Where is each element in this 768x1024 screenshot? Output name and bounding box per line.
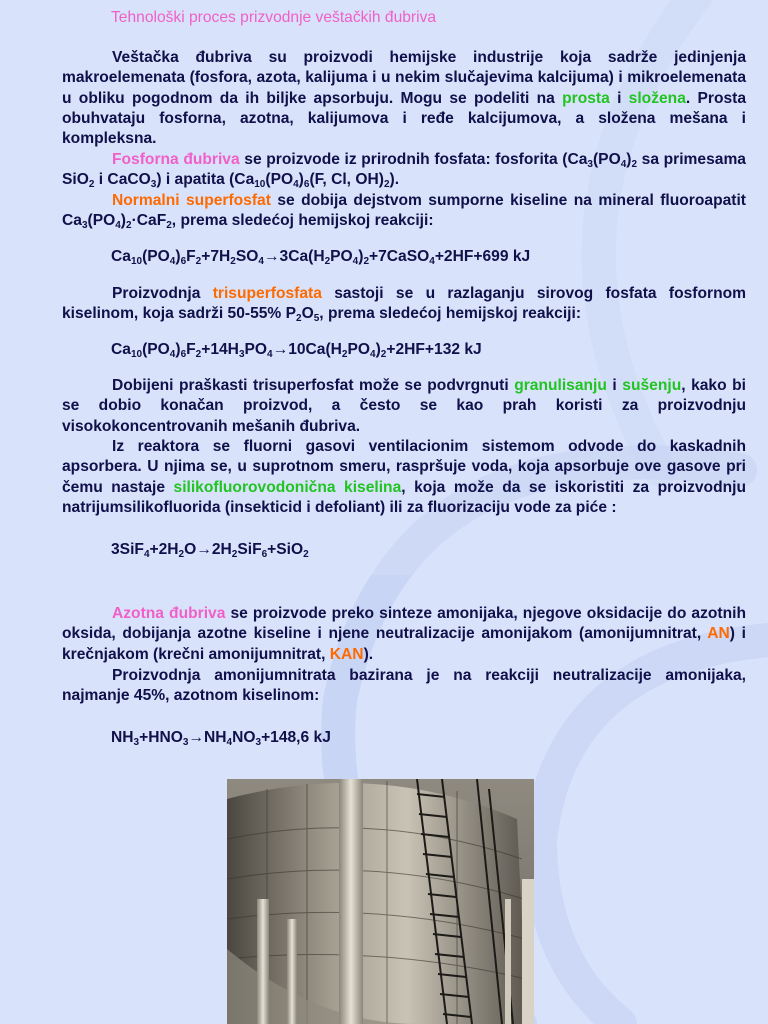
page-title: Tehnološki proces prizvodnje veštačkih đubriva [111, 9, 437, 26]
text: (PO [265, 171, 294, 189]
term-susenju: sušenju [622, 377, 682, 394]
text: 3SiF [111, 541, 144, 558]
subscript: 6 [261, 549, 268, 560]
term-granulisanju: granulisanju [514, 377, 607, 394]
subscript: 3 [238, 349, 245, 360]
subscript: 10 [130, 256, 143, 267]
text: NH [111, 729, 134, 746]
term-fosforna-dubriva: Fosforna đubriva [112, 151, 240, 168]
arrow-icon: → [263, 248, 280, 265]
text: O [301, 305, 314, 323]
subscript: 6 [180, 349, 187, 360]
arrow-icon: → [188, 729, 205, 746]
subscript: 2 [324, 256, 331, 267]
text: ). [389, 171, 400, 189]
text: 2H [211, 541, 232, 558]
subscript: 2 [88, 179, 95, 191]
text: ) [626, 151, 632, 168]
paragraph-fosforna [62, 150, 746, 191]
text: ) [298, 171, 304, 189]
subscript: 4 [267, 349, 273, 360]
text: ) [175, 248, 181, 265]
subscript: 3 [255, 737, 262, 748]
text: 10Ca(H [288, 341, 342, 358]
paragraph-amonijumnitrat: Proizvodnja amonijumnitrata bazirana je na reakciji neutralizacije amonijaka, najmanje 45%, azotnom kiselinom: [62, 667, 746, 705]
text: se proizvode preko sinteze amonijaka, njegove oksidacije do azotnih oksida, dobijanja azotne kiseline i njene neutralizacije amonijakom (amonijumnitrat, [62, 605, 746, 643]
subscript: 4 [370, 349, 376, 360]
subscript: 2 [341, 349, 348, 360]
subscript: 4 [169, 349, 176, 360]
paragraph-intro [62, 48, 746, 149]
subscript: 2 [126, 220, 132, 232]
text: SiF [237, 541, 262, 558]
text: +148,6 kJ [261, 729, 331, 746]
paragraph-normalni-superfosfat [62, 191, 746, 232]
text: Proizvodnja [112, 285, 213, 302]
term-kan: KAN [329, 645, 364, 663]
text: , koja može da se iskoristiti za proizvodnju natrijumsilikofluorida (insekticid i defoliant) ili za fluorizaciju vode za piće : [62, 478, 746, 516]
equation-1 [111, 247, 768, 267]
text: sastoji se u razlaganju sirovog fosfata fosfornom kiselinom, koja sadrži 50-55% P [62, 285, 746, 323]
paragraph-reaktor [62, 437, 746, 518]
subscript: 2 [363, 256, 369, 267]
subscript: 3 [133, 737, 140, 748]
paragraph-azotna [62, 604, 746, 665]
text: ). [363, 645, 374, 663]
text: Ca [111, 341, 131, 358]
arrow-icon: → [272, 341, 289, 358]
text: +7CaSO [369, 248, 430, 265]
text: (PO [592, 151, 621, 168]
term-normalni-superfosfat: Normalni superfosfat [112, 192, 271, 209]
subscript: 2 [231, 549, 238, 560]
term-prosta: prosta [562, 89, 610, 107]
text: +2H [149, 541, 179, 558]
industrial-plant-photo [227, 779, 534, 1024]
text: sa primesama SiO [62, 151, 746, 189]
text: (F, Cl, OH) [309, 171, 384, 189]
subscript: 4 [429, 256, 435, 267]
subscript: 2 [166, 220, 172, 232]
arrow-icon: → [196, 541, 212, 558]
subscript: 5 [313, 313, 320, 325]
term-an: AN [707, 625, 730, 643]
term-azotna-dubriva: Azotna đubriva [112, 605, 226, 622]
subscript: 4 [352, 256, 359, 267]
text: +7H [201, 248, 231, 265]
equation-2 [111, 340, 768, 360]
subscript: 10 [254, 179, 266, 191]
text: se dobija dejstvom sumporne kiseline na mineral fluoroapatit Ca [62, 192, 746, 230]
subscript: 3 [587, 159, 593, 170]
text: +2HF+132 kJ [386, 341, 482, 358]
text: +14H [201, 341, 239, 358]
subscript: 2 [195, 256, 202, 267]
text: ) [175, 341, 181, 358]
subscript: 3 [182, 737, 189, 748]
text: +2HF+699 kJ [434, 248, 531, 265]
subscript: 10 [130, 349, 143, 360]
text: +SiO [267, 541, 304, 558]
text: Ca [111, 248, 131, 265]
text: PO [347, 341, 371, 358]
text: ) i krečnjakom (krečni amonijumnitrat, [62, 625, 746, 663]
subscript: 2 [195, 349, 202, 360]
subscript: 3 [150, 179, 157, 191]
subscript: 4 [258, 256, 264, 267]
term-trisuperfosfata: trisuperfosfata [212, 285, 322, 302]
subscript: 6 [180, 256, 187, 267]
subscript: 4 [293, 179, 299, 191]
subscript: 2 [631, 159, 638, 170]
subscript: 3 [81, 220, 88, 232]
text: NH [204, 729, 227, 746]
text: 3Ca(H [279, 248, 325, 265]
text: ) [375, 341, 381, 358]
text: , prema sledećoj hemijskoj reakciji: [319, 305, 582, 323]
text: , prema sledećoj hemijskoj reakciji: [171, 212, 434, 230]
subscript: 2 [178, 549, 185, 560]
text: (PO [87, 212, 116, 230]
subscript: 2 [383, 179, 390, 191]
subscript: 2 [303, 549, 309, 560]
text: +HNO [139, 729, 183, 746]
subscript: 4 [226, 737, 233, 748]
text: ) [358, 248, 364, 265]
paragraph-trisuperfosfat [62, 284, 746, 325]
text: F [186, 248, 196, 265]
subscript: 6 [303, 179, 310, 191]
text: O [184, 541, 197, 558]
subscript: 4 [143, 549, 150, 560]
text: i [609, 89, 629, 107]
text: ) i apatita (Ca [156, 171, 255, 189]
text: . Prosta obuhvataju fosforna, azotna, kalijumova i ređe kalcijumova, a složena mešana i kompleksna. [62, 89, 747, 148]
term-slozena: složena [628, 89, 686, 107]
text: NO [232, 729, 256, 746]
text: , kako bi se dobio konačan proizvod, a često se kao prah koristi za proizvodnju visokokoncentrovanih mešanih đubriva. [62, 377, 746, 435]
subscript: 4 [620, 159, 627, 170]
text: ·CaF [131, 212, 167, 230]
subscript: 2 [296, 313, 302, 325]
text: SO [235, 248, 259, 265]
equation-3 [111, 540, 768, 560]
text: ) [120, 212, 126, 230]
paragraph-granulisanje [62, 376, 746, 437]
equation-4 [111, 728, 768, 748]
text: PO [330, 248, 353, 265]
text: F [186, 341, 196, 358]
subscript: 2 [230, 256, 236, 267]
subscript: 4 [169, 256, 176, 267]
text: Veštačka đubriva su proizvodi hemijske industrije koja sadrže jedinjenja makroelemenata (fosfora, azota, kalijuma i u nekim slučajevima kalcijuma) i mikroelemenata u obliku pogodnom da ih biljke apsorbuju. Mogu se podeliti na [62, 49, 746, 107]
text: se proizvode iz prirodnih fosfata: fosforita (Ca [239, 151, 588, 168]
text: i [606, 377, 623, 394]
text: (PO [142, 248, 170, 265]
term-silikofluorovodonicna-kiselina: silikofluorovodonična kiselina [173, 478, 402, 496]
text: Dobijeni praškasti trisuperfosfat može se podvrgnuti [112, 377, 515, 394]
subscript: 4 [115, 220, 121, 232]
text: Iz reaktora se fluorni gasovi ventilacionim sistemom odvode do kaskadnih apsorbera. U njima se, u suprotnom smeru, raspršuje voda, koja apsorbuje ove gasove pri čemu nastaje [62, 438, 746, 496]
subscript: 2 [380, 349, 387, 360]
text: (PO [142, 341, 170, 358]
text: PO [244, 341, 268, 358]
text: i CaCO [94, 171, 151, 189]
